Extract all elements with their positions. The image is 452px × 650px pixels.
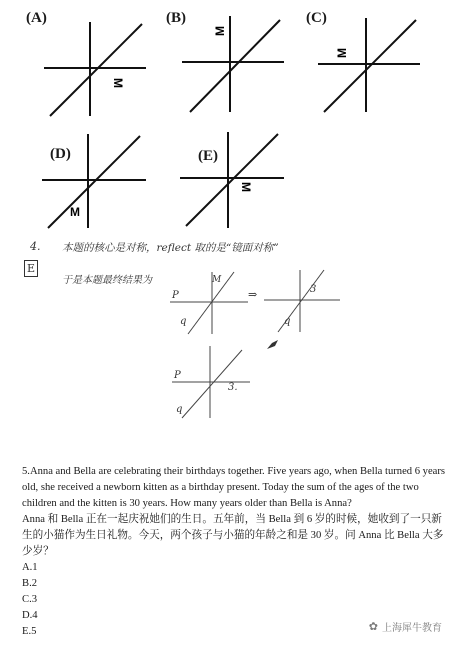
sketch-2-three: 3	[310, 284, 317, 295]
q5-zh-line2: 生的小猫作为生日礼物。今天，两个孩子与小猫的年龄之和是 30 岁。问 Anna 比 Bella 大多	[22, 530, 444, 541]
arrow-symbol: ⇒	[248, 288, 258, 301]
option-d-figure	[38, 130, 150, 232]
option-e-diagonal-line	[186, 134, 278, 226]
option-e-label: (E)	[198, 148, 218, 164]
choice-e: E.5	[22, 626, 37, 637]
option-a-letter: M	[111, 78, 125, 88]
watermark-text: 上海犀牛教育	[382, 623, 442, 634]
option-b-label: (B)	[166, 10, 186, 26]
choice-c: C.3	[22, 594, 38, 605]
watermark	[369, 619, 442, 634]
option-c-figure	[314, 14, 424, 116]
option-d-letter: M	[70, 205, 80, 219]
choice-d: D.4	[22, 610, 38, 621]
answer-box: E	[24, 260, 38, 277]
sketch-1	[168, 268, 250, 336]
pen-mark-icon	[266, 338, 280, 350]
sketch-1-p: P	[172, 290, 179, 301]
work-line1: 本题的核心是对称，reflect 取的是“镜面对称”	[62, 242, 279, 254]
choice-b: B.2	[22, 578, 38, 589]
sketch-1-m: M	[212, 275, 222, 285]
work-number: 4.	[30, 240, 41, 253]
work-line2: 于是本题最终结果为	[62, 275, 152, 286]
q5-en-line1: 5.Anna and Bella are celebrating their birthdays together. Five years ago, when Bella turned 6 years	[22, 466, 446, 477]
option-b-diagonal-line	[190, 20, 280, 112]
option-c-diagonal-line	[324, 20, 416, 112]
option-b-letter: M	[213, 26, 227, 36]
sketch-3	[170, 344, 252, 420]
option-d-label: (D)	[50, 146, 71, 162]
option-a-diagonal-line	[50, 24, 142, 116]
wechat-icon: ✿	[368, 620, 378, 633]
q5-en-line3: children and the kitten is 30 years. How many years older than Bella is Anna?	[22, 498, 352, 509]
option-d-diagonal-line	[48, 136, 140, 228]
option-e-letter: M	[239, 182, 253, 192]
choice-a: A.1	[22, 562, 38, 573]
q5-zh-line3: 少岁？	[22, 546, 54, 557]
option-b-figure	[176, 12, 288, 116]
sketch-2-q: q	[284, 316, 291, 327]
q5-en-line2: old, she received a newborn kitten as a birthday present. Today the sum of the ages of the two	[22, 482, 419, 493]
q5-zh-line1: Anna 和 Bella 正在一起庆祝她们的生日。五年前，当 Bella 到 6 岁的时候，她收到了一只新	[22, 514, 442, 525]
option-c-letter: M	[335, 48, 349, 58]
option-c-label: (C)	[306, 10, 327, 26]
sketch-3-three: 3.	[228, 382, 238, 393]
sketch-3-q: q	[176, 404, 183, 415]
option-a-label: (A)	[26, 10, 47, 26]
sketch-1-q: q	[180, 316, 187, 327]
option-e-figure	[176, 128, 288, 232]
sketch-3-p: P	[174, 370, 181, 381]
option-a-figure	[38, 18, 150, 120]
sketch-2	[262, 266, 342, 334]
